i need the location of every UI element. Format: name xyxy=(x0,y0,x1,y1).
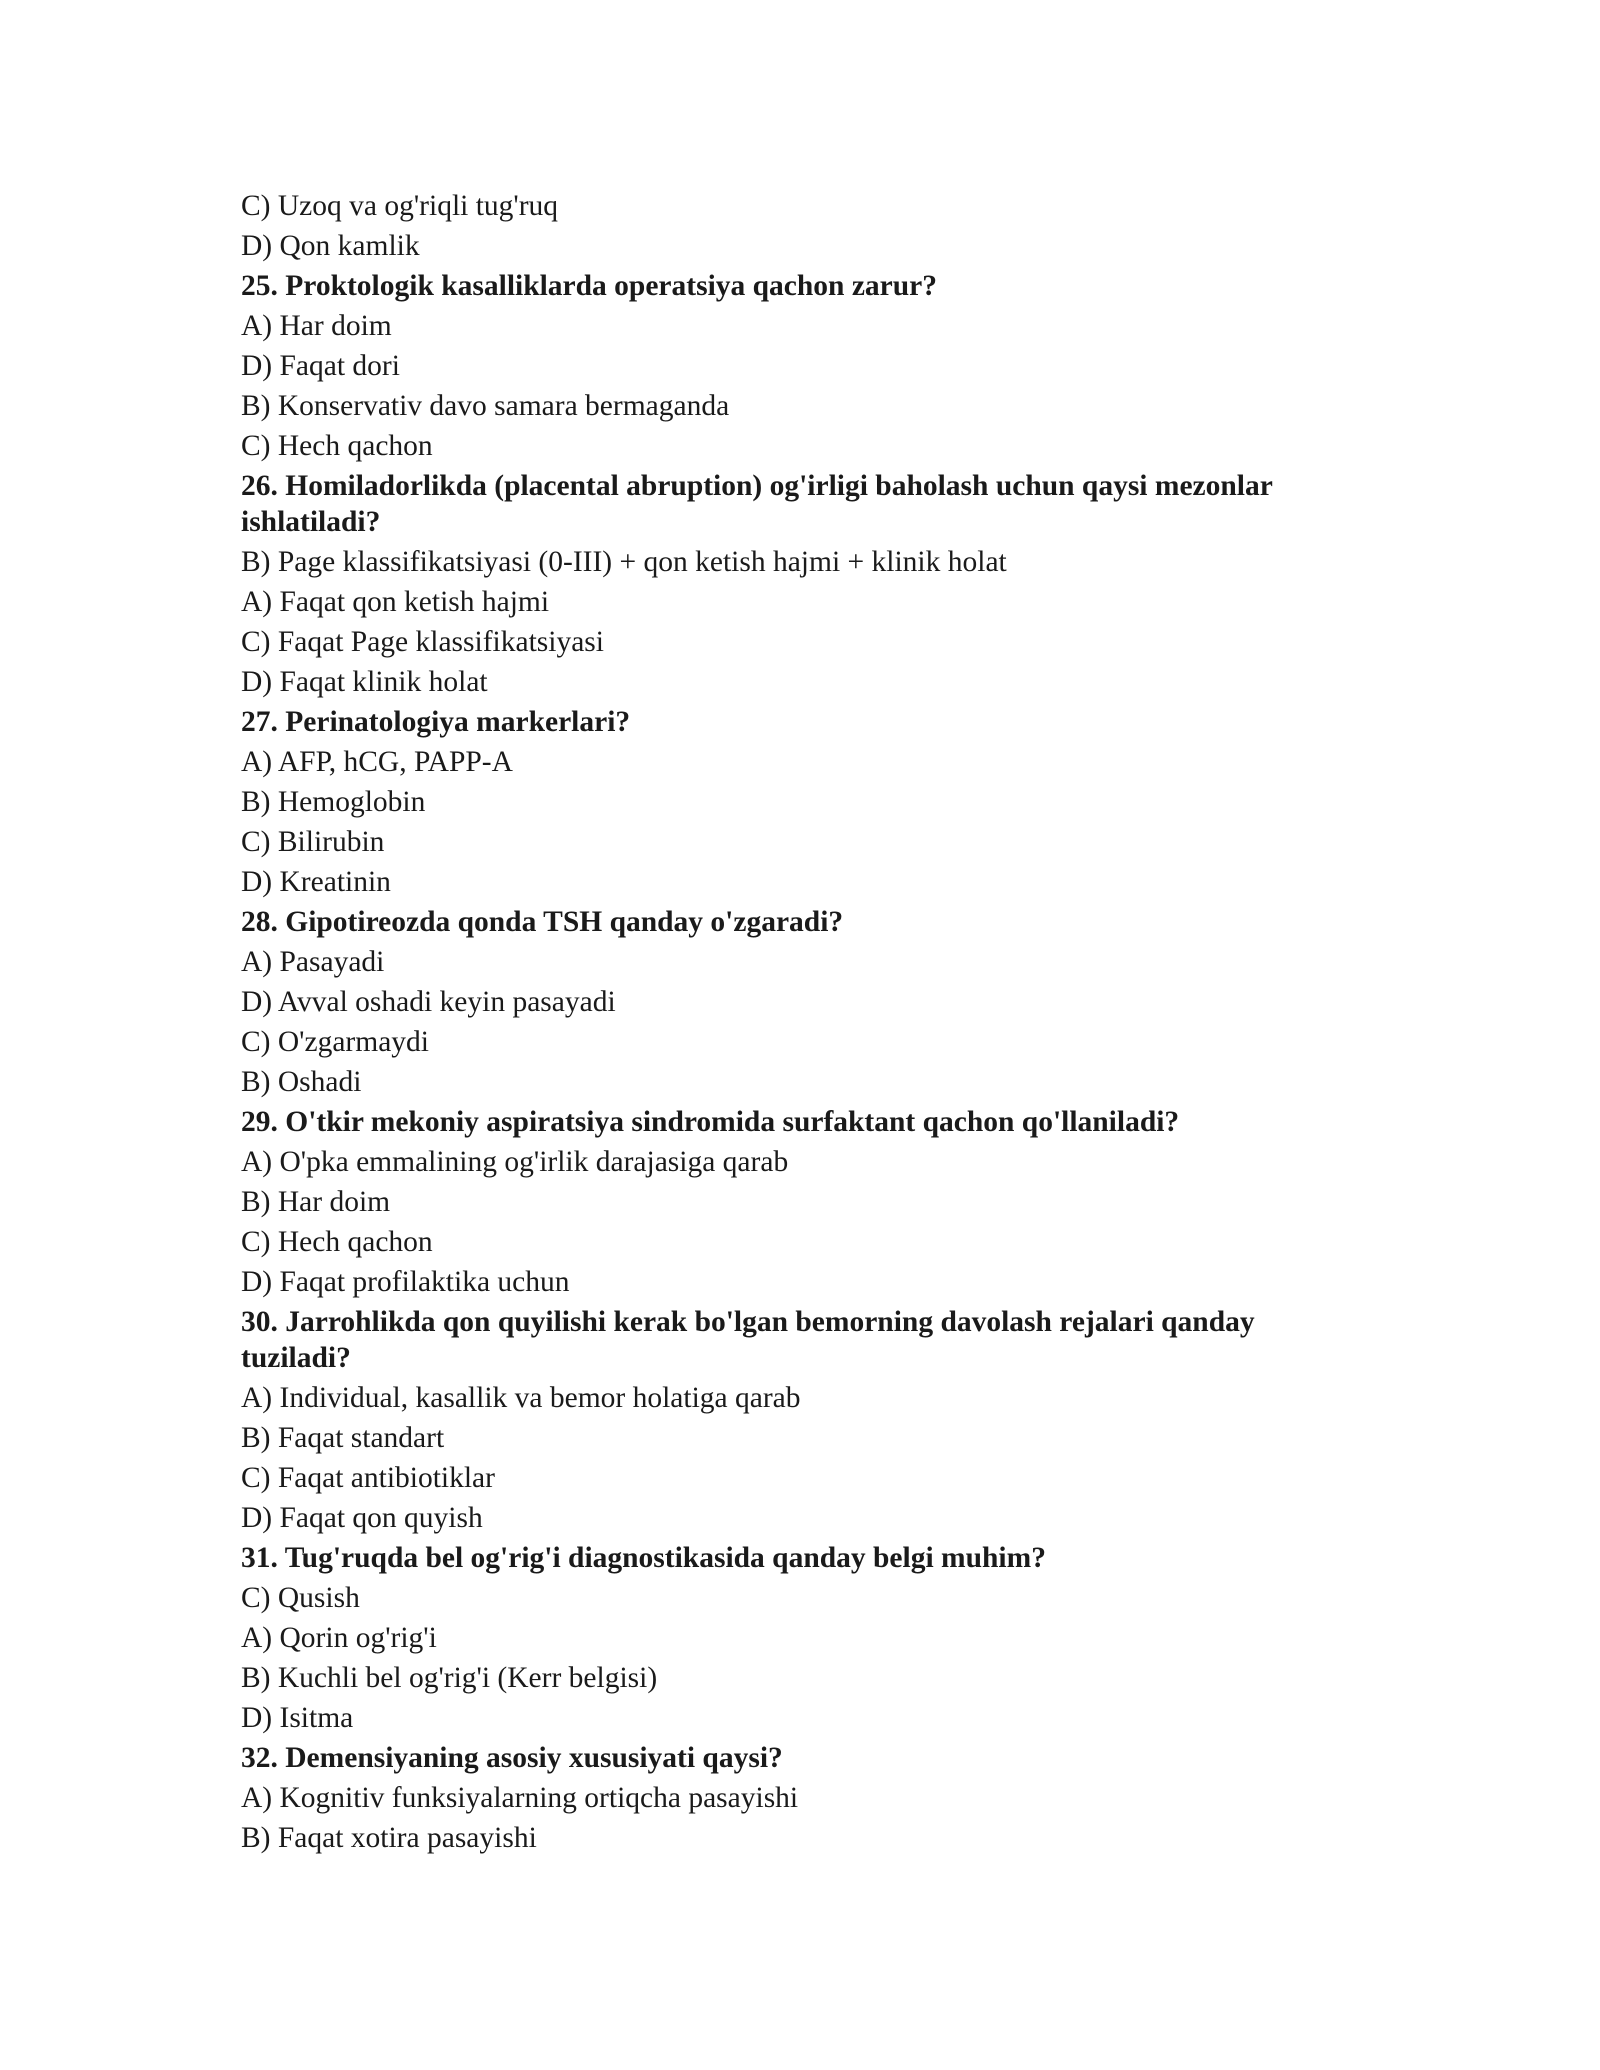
option-line: C) Bilirubin xyxy=(241,826,385,858)
option-line: D) Faqat qon quyish xyxy=(241,1502,483,1534)
option-line: D) Faqat dori xyxy=(241,350,400,382)
question-heading: 26. Homiladorlikda (placental abruption) og'irligi baholash uchun qaysi mezonlar ishlatiladi? xyxy=(241,470,1273,538)
option-line: B) Page klassifikatsiyasi (0-III) + qon ketish hajmi + klinik holat xyxy=(241,546,1007,578)
option-line: C) Hech qachon xyxy=(241,430,433,462)
option-line: A) Faqat qon ketish hajmi xyxy=(241,586,550,618)
question-heading: 29. O'tkir mekoniy aspiratsiya sindromida surfaktant qachon qo'llaniladi? xyxy=(241,1106,1180,1138)
question-heading: 32. Demensiyaning asosiy xususiyati qaysi? xyxy=(241,1742,783,1774)
question-heading: 30. Jarrohlikda qon quyilishi kerak bo'lgan bemorning davolash rejalari qanday tuziladi? xyxy=(241,1306,1255,1374)
option-line: B) Faqat xotira pasayishi xyxy=(241,1822,537,1854)
option-line: B) Kuchli bel og'rig'i (Kerr belgisi) xyxy=(241,1662,658,1694)
option-line: A) O'pka emmalining og'irlik darajasiga qarab xyxy=(241,1146,789,1178)
option-line: A) Individual, kasallik va bemor holatiga qarab xyxy=(241,1382,801,1414)
question-heading: 28. Gipotireozda qonda TSH qanday o'zgaradi? xyxy=(241,906,844,938)
option-line: D) Qon kamlik xyxy=(241,230,420,262)
option-line: C) Qusish xyxy=(241,1582,360,1614)
option-line: A) Kognitiv funksiyalarning ortiqcha pasayishi xyxy=(241,1782,799,1814)
option-line: A) Pasayadi xyxy=(241,946,385,978)
question-heading: 31. Tug'ruqda bel og'rig'i diagnostikasida qanday belgi muhim? xyxy=(241,1542,1046,1574)
option-line: B) Har doim xyxy=(241,1186,391,1218)
option-line: D) Avval oshadi keyin pasayadi xyxy=(241,986,616,1018)
option-line: B) Hemoglobin xyxy=(241,786,426,818)
option-line: A) AFP, hCG, PAPP-A xyxy=(241,746,513,778)
option-line: D) Isitma xyxy=(241,1702,354,1734)
option-line: A) Har doim xyxy=(241,310,392,342)
option-line: C) Faqat antibiotiklar xyxy=(241,1462,495,1494)
document-page xyxy=(241,186,1371,1858)
option-line: A) Qorin og'rig'i xyxy=(241,1622,437,1654)
question-heading: 27. Perinatologiya markerlari? xyxy=(241,706,631,738)
question-heading: 25. Proktologik kasalliklarda operatsiya qachon zarur? xyxy=(241,270,938,302)
option-line: B) Oshadi xyxy=(241,1066,362,1098)
option-line: B) Konservativ davo samara bermaganda xyxy=(241,390,730,422)
option-line: B) Faqat standart xyxy=(241,1422,445,1454)
option-line: C) Faqat Page klassifikatsiyasi xyxy=(241,626,604,658)
option-line: D) Faqat klinik holat xyxy=(241,666,488,698)
option-line: D) Faqat profilaktika uchun xyxy=(241,1266,570,1298)
option-line: C) O'zgarmaydi xyxy=(241,1026,429,1058)
option-line: C) Uzoq va og'riqli tug'ruq xyxy=(241,190,559,222)
option-line: C) Hech qachon xyxy=(241,1226,433,1258)
option-line: D) Kreatinin xyxy=(241,866,391,898)
